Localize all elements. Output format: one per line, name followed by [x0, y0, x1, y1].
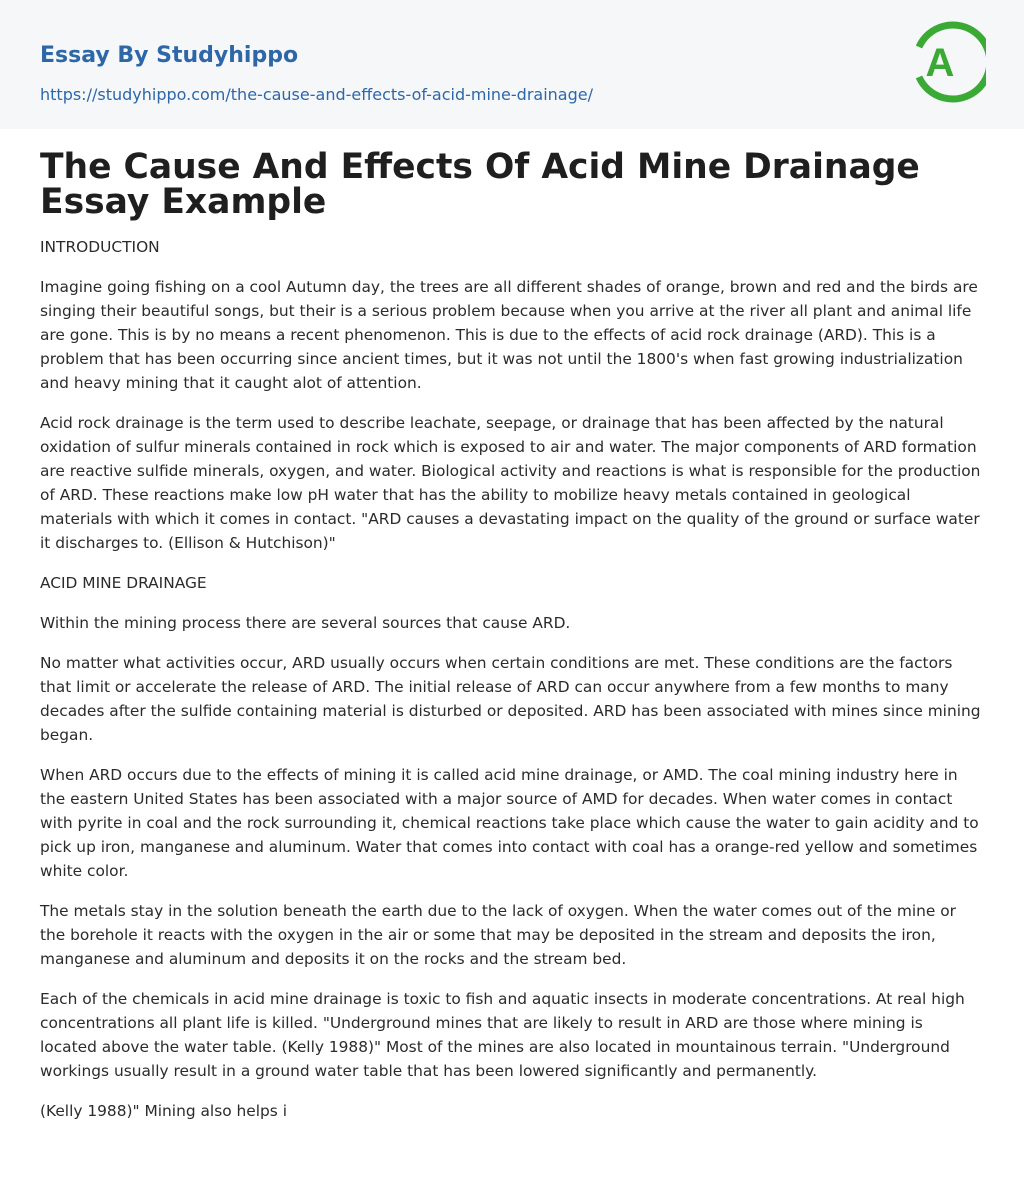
- section-heading-acid-mine-drainage: ACID MINE DRAINAGE: [40, 574, 207, 592]
- paragraph: Within the mining process there are several sources that cause ARD.: [40, 614, 571, 632]
- paragraph: The metals stay in the solution beneath the earth due to the lack of oxygen. When the water comes out of the mine or the borehole it reacts with the oxygen in the air or some that may be deposited in the stream and deposits the iron, manganese and aluminum and deposits it on the rocks and the stream bed.: [40, 902, 957, 968]
- logo-letter: A: [925, 41, 955, 85]
- paragraph: When ARD occurs due to the effects of mining it is called acid mine drainage, or AMD. The coal mining industry here in the eastern United States has been associated with a major source of AMD for decades. When water comes in contact with pyrite in coal and the rock surrounding it, chemical reactions take place which cause the water to gain acidity and to pick up iron, manganese and aluminum. Water that comes into contact with coal has a orange-red yellow and sometimes white color.: [40, 766, 979, 880]
- article-title: The Cause And Effects Of Acid Mine Drainage Essay Example: [40, 147, 920, 222]
- paragraph: Each of the chemicals in acid mine drainage is toxic to fish and aquatic insects in moderate concentrations. At real high concentrations all plant life is killed. "Underground mines that are likely to result in ARD are those where mining is located above the water table. (Kelly 1988)" Most of the mines are also located in mountainous terrain. "Underground workings usually result in a ground water table that has been lowered significantly and permanently.: [40, 990, 965, 1080]
- article-body: [40, 235, 984, 1123]
- brand-title[interactable]: Essay By Studyhippo: [40, 43, 299, 68]
- source-url-link[interactable]: https://studyhippo.com/the-cause-and-effects-of-acid-mine-drainage/: [40, 85, 593, 104]
- paragraph-truncated: (Kelly 1988)" Mining also helps i: [40, 1102, 287, 1120]
- article: [0, 129, 1024, 1123]
- paragraph: Acid rock drainage is the term used to describe leachate, seepage, or drainage that has been affected by the natural oxidation of sulfur minerals contained in rock which is exposed to air and water. The major components of ARD formation are reactive sulfide minerals, oxygen, and water. Biological activity and reactions is what is responsible for the production of ARD. These reactions make low pH water that has the ability to mobilize heavy metals contained in geological materials with which it comes in contact. "ARD causes a devastating impact on the quality of the ground or surface water it discharges to. (Ellison & Hutchison)": [40, 414, 981, 552]
- section-heading-introduction: INTRODUCTION: [40, 238, 160, 256]
- site-header: [0, 0, 1024, 129]
- studyhippo-logo-icon[interactable]: [912, 19, 986, 105]
- paragraph: Imagine going fishing on a cool Autumn day, the trees are all different shades of orange, brown and red and the birds are singing their beautiful songs, but their is a serious problem because when you arrive at the river all plant and animal life are gone. This is by no means a recent phenomenon. This is due to the effects of acid rock drainage (ARD). This is a problem that has been occurring since ancient times, but it was not until the 1800's when fast growing industrialization and heavy mining that it caught alot of attention.: [40, 278, 978, 392]
- paragraph: No matter what activities occur, ARD usually occurs when certain conditions are met. These conditions are the factors that limit or accelerate the release of ARD. The initial release of ARD can occur anywhere from a few months to many decades after the sulfide containing material is disturbed or deposited. ARD has been associated with mines since mining began.: [40, 654, 981, 744]
